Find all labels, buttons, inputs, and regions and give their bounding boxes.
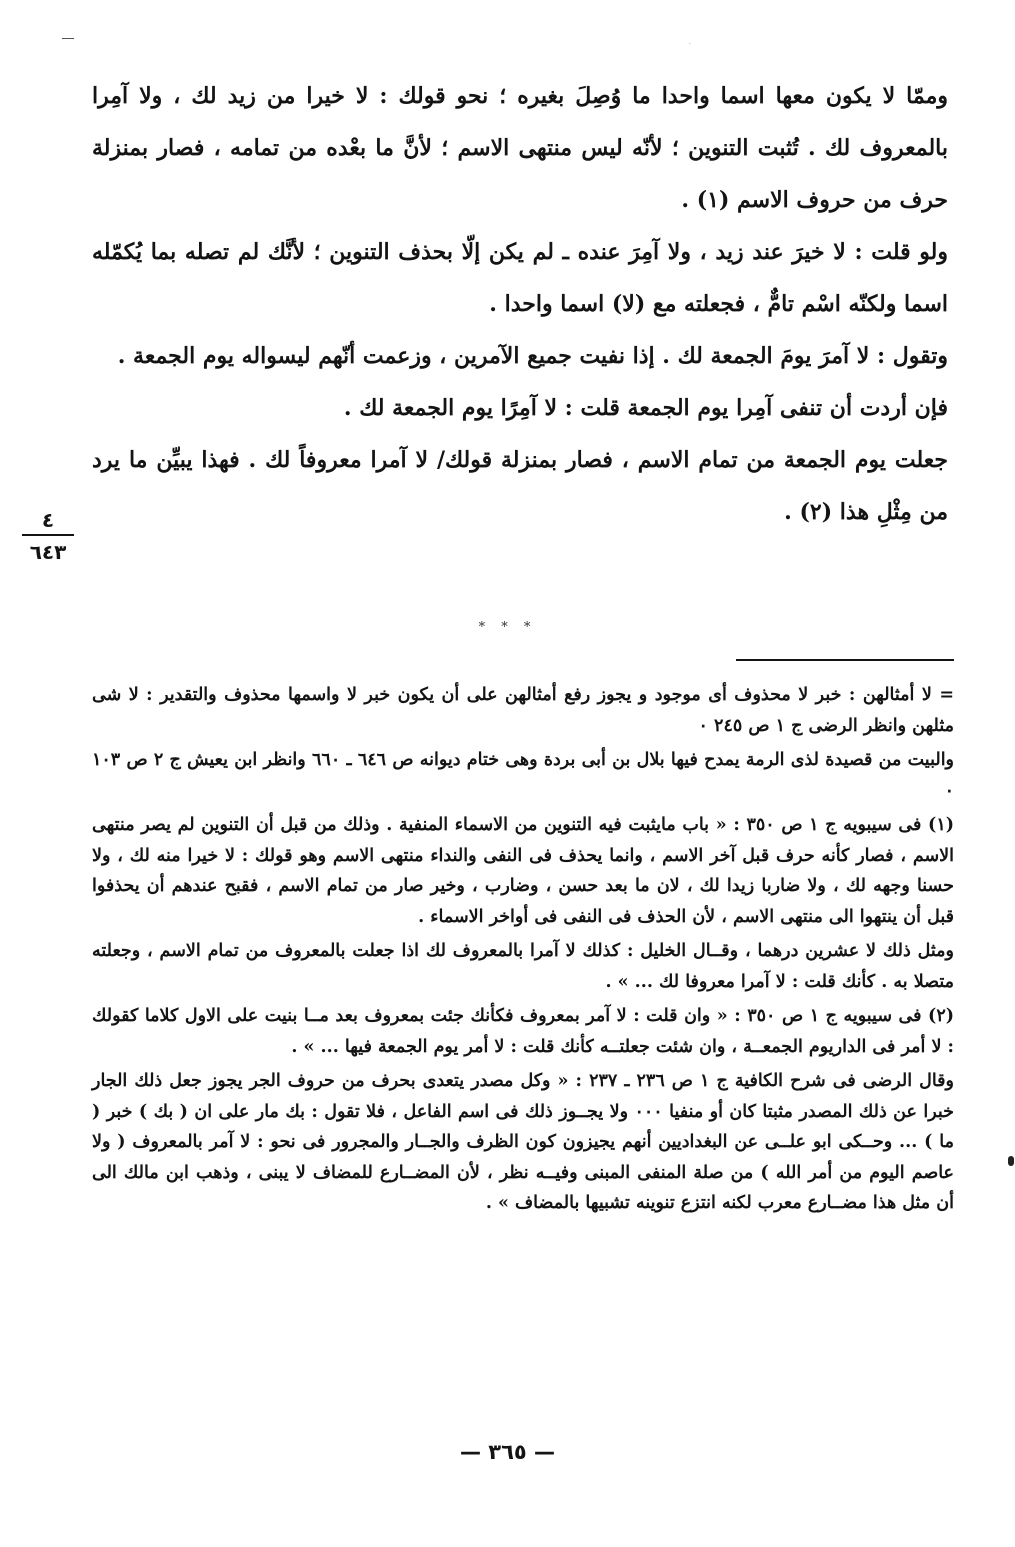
margin-page-reference [22,508,74,564]
main-paragraph-1: وممّا لا يكون معها اسما واحدا ما وُصِلَ بغيره ؛ نحو قولك : لا خيرا من زيد لك ، ولا آمِرا بالمعروف لك . تُثبت التنوين ؛ لأنّه ليس منتهى الاسم ؛ لأنَّ ما بعْده من تمامه ، فصار بمنزلة حرف من حروف الاسم (١) . [92,83,948,213]
footnote-continuation-2: والبيت من قصيدة لذى الرمة يمدح فيها بلال بن أبى بردة وهى ختام ديوانه ص ٦٤٦ ـ ٦٦٠ وانظر ابن يعيش ج ٢ ص ١٠٣ ٠ [92,750,955,801]
margin-page-number: ٦٤٣ [29,540,67,564]
edge-mark [1008,1156,1014,1166]
footnote-1-cont: ومثل ذلك لا عشرين درهما ، وقــال الخليل : كذلك لا آمرا بالمعروف لك اذا جعلت بالمعروف من تمام الاسم ، وجعلته متصلا به . كأنك قلت : لا آمرا معروفا لك ... » . [92,941,954,992]
page-number: — ٣٦٥ — [459,1440,556,1464]
footnotes [92,680,954,1219]
footnote-rule [736,659,954,661]
corner-mark [62,38,74,39]
footnote-1: (١) فى سيبويه ج ١ ص ٣٥٠ : « باب مايثبت فيه التنوين من الاسماء المنفية . وذلك من قبل أن التنوين لم يصر منتهى الاسم ، فصار كأنه حرف قبل آخر الاسم ، وانما يحذف فى النفى والنداء منتهى الاسم وهو قولك : لا خيرا منه لك ، ولا حسنا وجهه لك ، ولا ضاربا زيدا لك ، لان ما بعد حسن ، وضارب ، وخير صار من تمام الاسم ، فقبح عندهم أن يحذفوا قبل أن ينتهوا الى منتهى الاسم ، لأن الحذف فى النفى فى أواخر الاسماء . [92,815,954,927]
main-paragraph-5: جعلت يوم الجمعة من تمام الاسم ، فصار بمنزلة قولك/ لا آمرا معروفاً لك . فهذا يبيِّن ما يرد من مِثْلِ هذا (٢) . [92,447,949,525]
margin-volume-number: ٤ [22,508,74,536]
footnote-2-cont: وقال الرضى فى شرح الكافية ج ١ ص ٢٣٦ ـ ٢٣٧ : « وكل مصدر يتعدى بحرف من حروف الجر يجوز جعل ذلك الجار خبرا عن ذلك المصدر مثبتا كان أو منفيا ٠٠٠ ولا يجــوز ذلك فى اسم الفاعل ، فلا تقول : بك مار على ان ( بك ) خبر ( ما ) ... وحــكى ابو علــى عن البغداديين أنهم يجيزون كون الظرف والجــار والمجرور فى نحو : لا آمر بالمعروف ( ولا عاصم اليوم من أمر الله ) من صلة المنفى المبنى وفيــه نظر ، لأن المضــارع للمضاف لا يبنى ، وذهب ابن مالك الى أن مثل هذا مضــارع معرب لكنه انتزع تنوينه تشبيها بالمضاف » . [92,1071,955,1213]
main-paragraph-2: ولو قلت : لا خيرَ عند زيد ، ولا آمِرَ عنده ـ لم يكن إلّا بحذف التنوين ؛ لأنَّك لم تصله بما يُكمّله اسما ولكنّه اسْم تامٌّ ، فجعلته مع (لا) اسما واحدا . [92,239,948,317]
footnote-continuation-1: = لا أمثالهن : خبر لا محذوف أى موجود و يجوز رفع أمثالهن على أن يكون خبر لا واسمها محذوف والتقدير : لا شى مثلهن وانظر الرضى ج ١ ص ٢٤٥ ٠ [92,685,954,736]
main-paragraph-3: وتقول : لا آمرَ يومَ الجمعة لك . إذا نفيت جميع الآمرين ، وزعمت أنّهم ليسواله يوم الجمعة . [117,343,948,369]
section-separator: * * * [478,620,537,635]
main-paragraph-4: فإن أردت أن تنفى آمِرا يوم الجمعة قلت : لا آمِرًا يوم الجمعة لك . [343,395,948,421]
main-text [92,70,948,538]
footnote-2: (٢) فى سيبويه ج ١ ص ٣٥٠ : « وان قلت : لا آمر بمعروف فكأنك جئت بمعروف بعد مــا بنيت على الاول كلاما كقولك : لا أمر فى الداريوم الجمعــة ، وان شئت جعلتــه كأنك قلت : لا أمر يوم الجمعة فيها ... » . [92,1006,954,1057]
